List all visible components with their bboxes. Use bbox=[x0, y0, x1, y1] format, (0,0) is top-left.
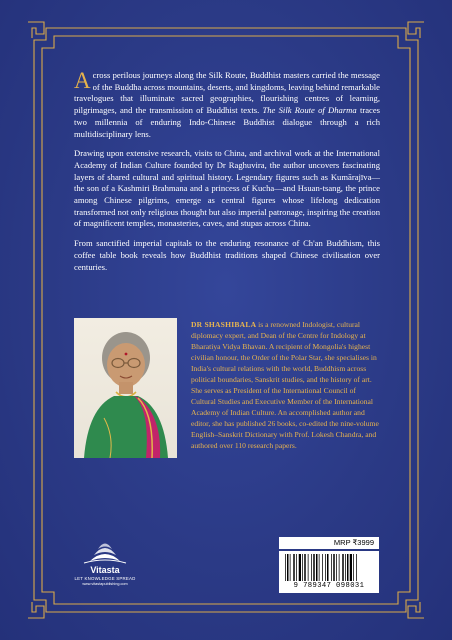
barcode-bar bbox=[319, 554, 320, 581]
barcode-bar bbox=[345, 554, 346, 581]
barcode-bar bbox=[342, 554, 344, 581]
blurb-paragraph-2: Drawing upon extensive research, visits to China, and archival work at the International Academy of Indian Culture founded by Dr Raghuvira, the author uncovers fascinating layers of shared cultural and spiritual history. Legendary figures such as Kumārajīva—the son of a Kashmiri Brahmana and a princess of Kucha—and Hsuan-tsang, the prince among Chinese pilgrims, emerge as central figures whose lifelong dedication transformed not only religious thought but also imperial patronage, inspiring the creation of magnificent temples, monasteries, caves, and stupas across China. bbox=[74, 148, 380, 229]
barcode-bars bbox=[285, 554, 373, 581]
author-portrait bbox=[74, 318, 177, 458]
barcode-bar bbox=[322, 554, 323, 581]
barcode-bar bbox=[313, 554, 315, 581]
drop-cap: A bbox=[74, 68, 91, 93]
blurb-p1-text-end: traces two millennia of enduring Indo-Chinese Buddhist dialogue through a rich multidisciplinary lens. bbox=[74, 105, 380, 139]
barcode-bar bbox=[304, 554, 306, 581]
barcode-bar bbox=[299, 554, 301, 581]
isbn-barcode bbox=[279, 551, 379, 593]
price-label: MRP ₹3999 bbox=[279, 537, 379, 549]
barcode-bar bbox=[336, 554, 337, 581]
barcode-bar bbox=[353, 554, 354, 581]
barcode-bar bbox=[350, 554, 352, 581]
blurb bbox=[74, 70, 380, 281]
book-title-inline: The Silk Route of Dharma bbox=[262, 105, 357, 116]
isbn-number: 9 789347 098031 bbox=[293, 582, 365, 590]
bio-p1-rest: is a renowned Indologist, cultural diplomacy expert, and Dean of the Centre for Indology at Bharatiya Vidya Bhavan. A recipient of Mongolia's highest civilian honour, the Order of the Polar Star, she specialises in India's cultural relations with the world, Buddhism across political boundaries, Sanskrit studies, and the history of art. bbox=[191, 320, 377, 384]
publisher-tagline: LET KNOWLEDGE SPREAD bbox=[74, 576, 136, 581]
barcode-bar bbox=[333, 554, 335, 581]
barcode-bar bbox=[327, 554, 329, 581]
author-name: DR SHASHIBALA bbox=[191, 320, 257, 329]
barcode-bar bbox=[296, 554, 297, 581]
barcode-bar bbox=[311, 554, 312, 581]
barcode-bar bbox=[325, 554, 326, 581]
author-portrait-illustration bbox=[74, 318, 177, 458]
blurb-paragraph-1 bbox=[74, 70, 380, 140]
bio-paragraph-2: She serves as President of the International Council of Cultural Studies and Executive Member of the International Academy of Indian Culture. An accomplished author and editor, she has published 26 books, co-edited the nine-volume English–Sanskrit Dictionary with Prof. Lokesh Chandra, and authored over 110 research papers. bbox=[191, 386, 379, 450]
barcode-bar bbox=[356, 554, 357, 581]
barcode-bar bbox=[308, 554, 309, 581]
barcode-bar bbox=[287, 554, 289, 581]
barcode-bar bbox=[316, 554, 318, 581]
barcode-bar bbox=[331, 554, 332, 581]
author-bio bbox=[191, 320, 379, 453]
blurb-p1-text: cross perilous journeys along the Silk Route, Buddhist masters carried the message of the Buddha across mountains, deserts, and kingdoms, leaving behind remarkable travelogues that illuminate sacred geographies, flourishing centres of learning, pilgrimages, and the transmission of Buddhist texts. bbox=[74, 70, 380, 116]
bio-paragraph-1 bbox=[191, 320, 379, 385]
vitasta-book-icon bbox=[70, 535, 140, 565]
publisher-url: www.vitastapublishing.com bbox=[82, 582, 128, 586]
publisher-name: Vitasta bbox=[90, 565, 120, 575]
blurb-paragraph-3: From sanctified imperial capitals to the enduring resonance of Ch'an Buddhism, this coffee table book reveals how Buddhist traditions shaped Chinese civilisation over centuries. bbox=[74, 238, 380, 272]
barcode-bar bbox=[302, 554, 303, 581]
barcode-bar bbox=[285, 554, 286, 581]
barcode-bar bbox=[290, 554, 291, 581]
barcode-bar bbox=[347, 554, 349, 581]
barcode-bar bbox=[339, 554, 340, 581]
barcode-bar bbox=[293, 554, 295, 581]
publisher-logo bbox=[70, 535, 140, 590]
